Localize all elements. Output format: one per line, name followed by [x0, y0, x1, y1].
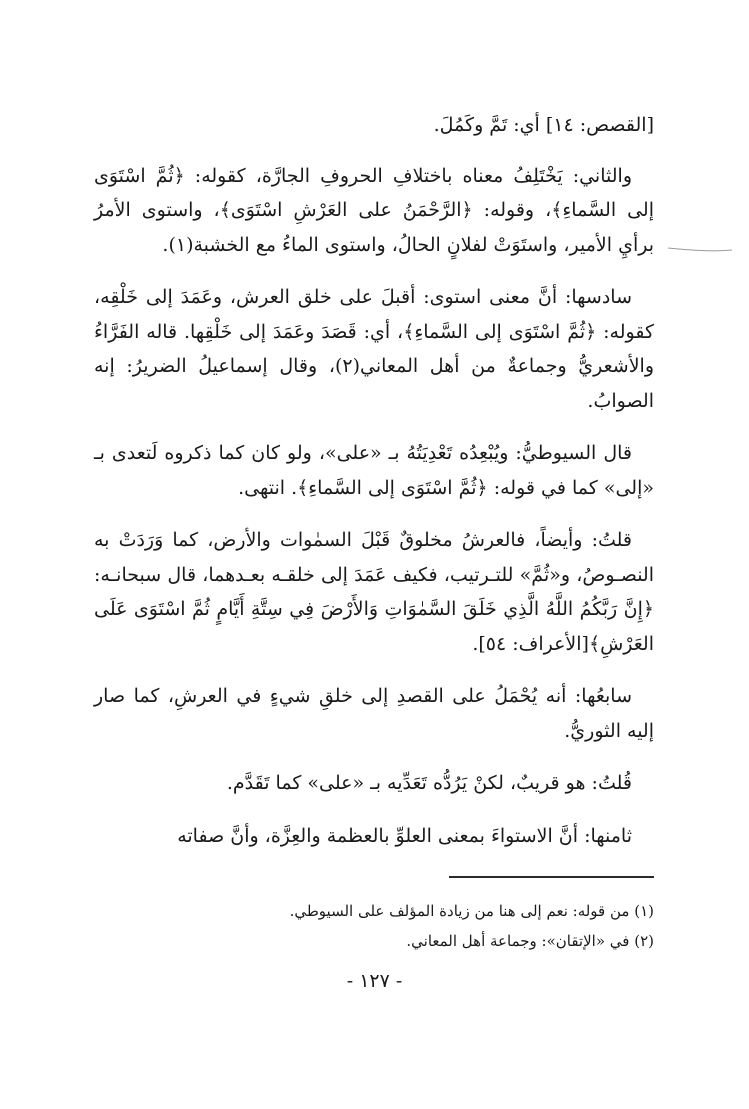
- footnote-separator: [449, 876, 654, 878]
- text-paragraph: قال السيوطيُّ: ويُبْعِدُه تَعْدِيَتُهُ بـ «على»، ولو كان كما ذكروه لَتعدى بـ «إلى» كما في قوله: ﴿ثُمَّ اسْتَوَى إلى السَّماءِ﴾. انتهى.: [94, 442, 654, 499]
- footnotes: [94, 896, 654, 956]
- text-paragraph: [القصص: ١٤] أي: تَمَّ وكَمُلَ.: [433, 114, 654, 136]
- footnote-item: (٢) في «الإتقان»: وجماعة أهل المعاني.: [406, 932, 654, 950]
- text-paragraph: سادسها: أنَّ معنى استوى: أقبلَ على خلق العرش، وعَمَدَ إلى خَلْقِه، كقوله: ﴿ثُمَّ اسْتَوَى إلى السَّماءِ﴾، أي: قَصَدَ وعَمَدَ إلى خَلْقِها. قاله الفَرَّاءُ والأشعريُّ وجماعةٌ من أهل المعاني(٢)، وقال إسماعيلُ الضريرُ: إنه الصوابُ.: [94, 286, 654, 412]
- text-paragraph: ثامنها: أنَّ الاستواءَ بمعنى العلوِّ بالعظمة والعِزَّة، وأنَّ صفاته: [177, 824, 632, 847]
- page-number: - ١٢٧ -: [346, 970, 403, 992]
- footnote-item: (١) من قوله: نعم إلى هنا من زيادة المؤلف على السيوطي.: [289, 902, 654, 920]
- text-paragraph: قُلتُ: هو قريبٌ، لكنْ يَرُدُّه تَعَدِّيه بـ «على» كما تَقَدَّم.: [226, 772, 632, 794]
- main-text: [94, 108, 654, 871]
- text-paragraph: سابعُها: أنه يُحْمَلُ على القصدِ إلى خلقِ شيءٍ في العرشِ، كما صار إليه الثوريُّ.: [94, 685, 654, 742]
- text-paragraph: والثاني: يَخْتَلِفُ معناه باختلافِ الحروفِ الجارَّة، كقوله: ﴿ثُمَّ اسْتَوَى إلى السَّماءِ﴾، وقوله: ﴿الرَّحْمَنُ على العَرْشِ اسْتَوَى﴾، واستوى الأمرُ برأيِ الأمير، واستَوَتْ لفلانٍ الحالُ، واستوى الماءُ مع الخشبة(١).: [94, 164, 654, 256]
- text-paragraph: قلتُ: وأيضاً، فالعرشُ مخلوقٌ قَبْلَ السمٰوات والأرض، كما وَرَدَتْ به النصـوصُ، و«ثُمَّ» للتـرتيب، فكيف عَمَدَ إلى خلقـه بعـدهما، قال سبحانـه: ﴿إِنَّ رَبَّكُمُ اللَّهُ الَّذِي خَلَقَ السَّمٰوَاتِ وَالأَرْضَ فِي سِتَّةِ أَيَّامٍ ثُمَّ اسْتَوَى عَلَى العَرْشِ﴾[الأعراف: ٥٤].: [94, 529, 654, 655]
